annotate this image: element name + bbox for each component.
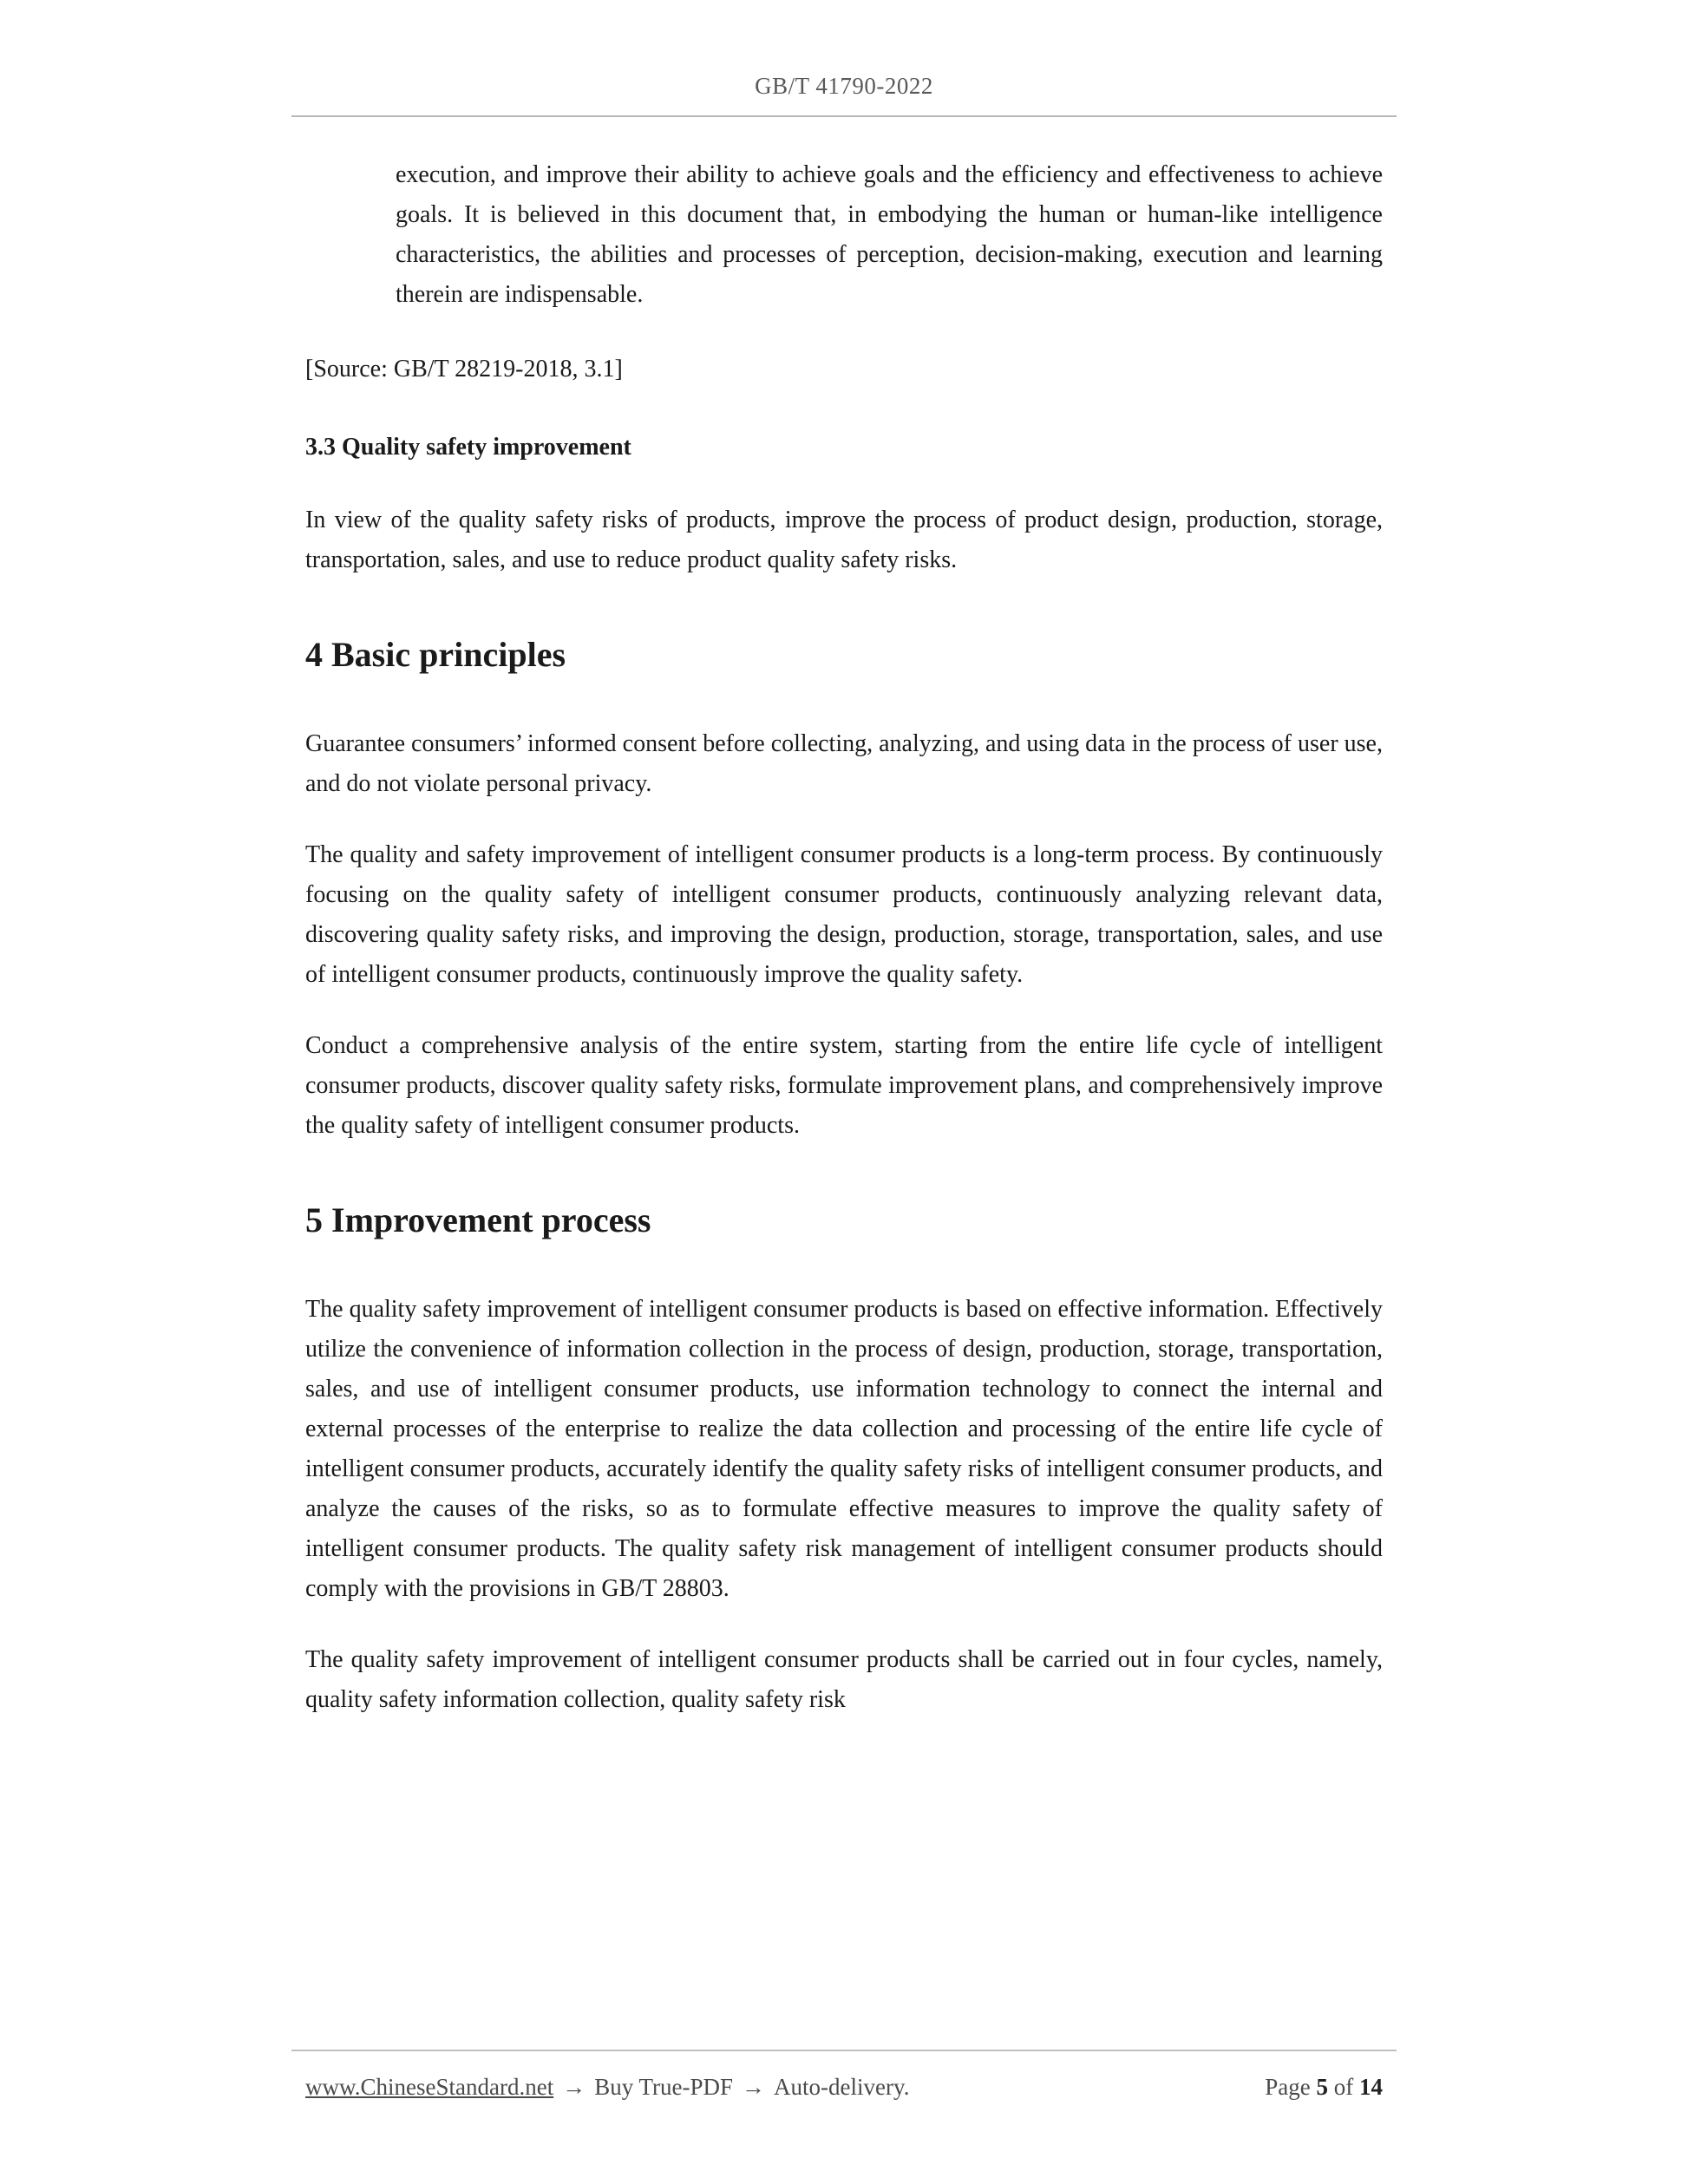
page-footer <box>0 2050 1688 2101</box>
section-5-paragraph-2: The quality safety improvement of intelligent consumer products shall be carried out in four cycles, namely, quality safety information collection, quality safety risk <box>305 1646 1383 1713</box>
buy-true-pdf-label: Buy True-PDF <box>594 2074 734 2100</box>
arrow-icon: → <box>742 2074 766 2100</box>
section-3-3-paragraph: In view of the quality safety risks of products, improve the process of product design, production, storage, transportation, sales, and use to reduce product quality safety risks. <box>305 507 1383 573</box>
page-label: Page <box>1265 2074 1311 2100</box>
current-page-number: 5 <box>1316 2074 1328 2100</box>
page-indicator <box>1265 2074 1383 2101</box>
footer-row <box>305 2074 1383 2101</box>
document-number: GB/T 41790-2022 <box>755 73 933 99</box>
section-4-paragraph-1: Guarantee consumers’ informed consent before collecting, analyzing, and using data in the process of user use, and do not violate personal privacy. <box>305 730 1383 797</box>
section-4-paragraph-2: The quality and safety improvement of intelligent consumer products is a long-term process. By continuously focusing on the quality safety of intelligent consumer products, continuously analyzing relevant data, discovering quality safety risks, and improving the design, production, storage, transportation, sales, and use of intelligent consumer products, continuously improve the quality safety. <box>305 841 1383 988</box>
section-3-3-heading: 3.3 Quality safety improvement <box>305 434 631 461</box>
source-reference-line: [Source: GB/T 28219-2018, 3.1] <box>305 356 623 383</box>
footer-branding <box>305 2074 909 2101</box>
section-5-heading: 5 Improvement process <box>305 1200 651 1239</box>
arrow-icon: → <box>562 2074 586 2100</box>
section-4-paragraph-3: Conduct a comprehensive analysis of the entire system, starting from the entire life cycle of intelligent consumer products, discover quality safety risks, formulate improvement plans, and comprehensively improve the quality safety of intelligent consumer products. <box>305 1032 1383 1139</box>
document-body <box>305 117 1383 1720</box>
auto-delivery-label: Auto-delivery. <box>774 2074 910 2100</box>
definition-continuation-paragraph: execution, and improve their ability to achieve goals and the efficiency and effectiveness to achieve goals. It is believed in this document that, in embodying the human or human-like intelligence characteristics, the abilities and processes of perception, decision-making, execution and learning therein are indispensable. <box>396 161 1383 308</box>
of-label: of <box>1333 2074 1354 2100</box>
total-page-number: 14 <box>1359 2074 1383 2100</box>
footer-divider <box>291 2050 1397 2051</box>
section-5-paragraph-1: The quality safety improvement of intelligent consumer products is based on effective information. Effectively utilize the convenience of information collection in the process of design, production, storage, transportation, sales, and use of intelligent consumer products, use information technology to connect the internal and external processes of the enterprise to realize the data collection and processing of the entire life cycle of intelligent consumer products, accurately identify the quality safety risks of intelligent consumer products, and analyze the causes of the risks, so as to formulate effective measures to improve the quality safety of intelligent consumer products. The quality safety risk management of intelligent consumer products should comply with the provisions in GB/T 28803. <box>305 1296 1383 1602</box>
section-4-heading: 4 Basic principles <box>305 635 566 674</box>
website-link[interactable]: www.ChineseStandard.net <box>305 2074 554 2100</box>
